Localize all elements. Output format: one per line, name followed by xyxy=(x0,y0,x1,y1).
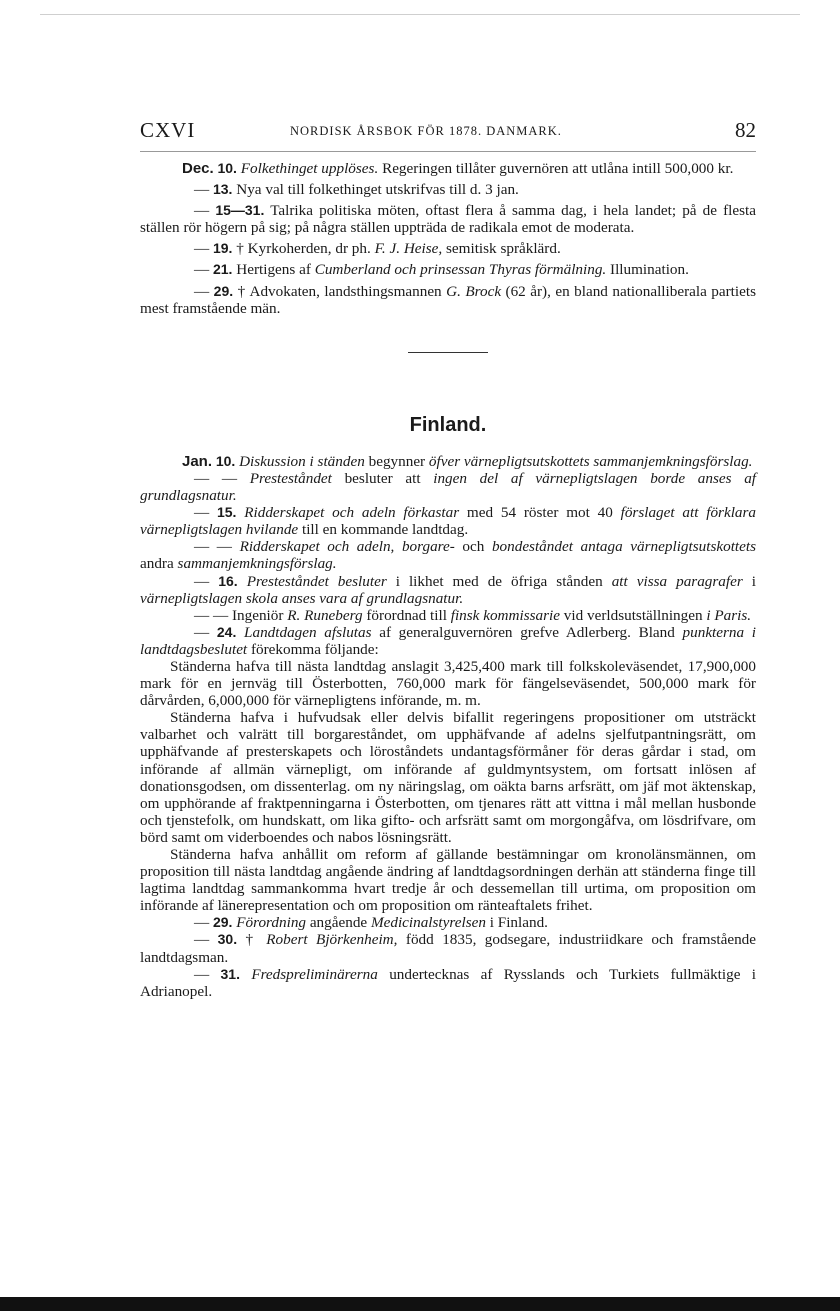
entry-jan-10b: — — Presteståndet besluter att ingen del af värnepligtslagen borde anses af grundlagsnatur. xyxy=(140,469,757,505)
paragraph-propositions: Ständerna hafva i hufvudsak eller delvis bifallit regeringens propositioner om utsträckt valbarhet och valrätt till borgareståndet, om upphäfvande af adelns sjelfutpantningsrätt, om upphäfvande af presterskapets och löroståndets undantagsförmåner för deras gårdar i stad, om införande af allmän värnepligt, om införande af guldmyntsystem, om fortsatt inlösen af donationsgodsen, om dissenterlag. om ny näringslag, om oäkta barns arfsrätt, om jäf mot äktenskap, om upphörande af fraktpenningarna i Österbotten, om tjenares rätt att vittna i mål mellan husbonde och tjenstefolk, om hundskatt, om lika gifto- och arfsrätt samt om morgongåfva, om lösdrifvare, om börd samt om viderboendes och nabos lösningsrätt. xyxy=(140,709,756,846)
entry-jan-16b: — — Ingeniör R. Runeberg förordnad till finsk kommissarie vid verldsutställningen i Paris. xyxy=(194,606,752,624)
entry-dec-15-31: — 15—31. Talrika politiska möten, oftast flera å samma dag, i hela landet; på de flesta ställen rör högern på sig; på några ställen uppträda de radikala emot de moderata. xyxy=(140,202,757,237)
entry-dec-29: — 29. † Advokaten, landsthingsmannen G. Brock (62 år), en bland nationalliberala partiets mest framstående män. xyxy=(140,282,756,317)
entry-jan-31: — 31. Fredspreliminärerna undertecknas af Rysslands och Turkiets fullmäktige i Adrianopel. xyxy=(140,965,756,1000)
entry-dec-19: — 19. † Kyrkoherden, dr ph. F. J. Heise, semitisk språklärd. xyxy=(194,240,561,258)
entry-jan-15: — 15. Ridderskapet och adeln förkastar med 54 röster mot 40 förslaget att förklara värnepligtslagen hvilande till en kommande landtdag. xyxy=(140,504,757,539)
section-title-finland: Finland. xyxy=(409,413,487,436)
section-separator xyxy=(408,352,488,353)
entry-dec-21: — 21. Hertigens af Cumberland och prinsessan Thyras förmälning. Illumination. xyxy=(194,261,689,279)
entry-jan-15b: — — Ridderskapet och adeln, borgare- och bondeståndet antaga värnepligtsutskottets andra sammanjemkningsförslag. xyxy=(140,538,757,573)
paragraph-appropriations: Ständerna hafva till nästa landtdag anslagit 3,425,400 mark till folkskoleväsendet, 17,900,000 mark för en jernväg till Österbotten, 760,000 mark för fängelseväsendet, 500,000 mark för dårvården, 6,000,000 för värnepligtens införande, m. m. xyxy=(140,657,756,710)
entry-jan-30: — 30. † Robert Björkenheim, född 1835, godsegare, industriidkare och framstående landtdagsman. xyxy=(140,931,757,966)
scan-edge-line xyxy=(40,14,800,15)
entry-jan-10: Jan. 10. Diskussion i ständen begynner öfver värnepligtsutskottets sammanjemkningsförslag. xyxy=(182,452,753,470)
entry-dec-13: — 13. Nya val till folkethinget utskrifvas till d. 3 jan. xyxy=(194,181,519,199)
page-number: 82 xyxy=(735,118,756,142)
paragraph-requests: Ständerna hafva anhållit om reform af gällande bestämningar om kronolänsmännen, om proposition till nästa landtdag angående ändring af landtdagsordningen derhän att ständerna finge till lagtima landtdag sammankomma hvart tredje år och dessemellan till urtima, om proposition om införande af länerepresentation och om proposition om ränteaftalets frihet. xyxy=(140,846,756,915)
entry-jan-16: — 16. Presteståndet besluter i likhet med de öfriga stånden att vissa paragrafer i värnepligtslagen skola anses vara af grundlagsnatur. xyxy=(140,572,757,607)
entry-jan-29: — 29. Förordning angående Medicinalstyrelsen i Finland. xyxy=(194,914,548,932)
header-rule xyxy=(140,151,756,152)
entry-dec-10: Dec. 10. Folkethinget upplöses. Regeringen tillåter guvernören att utlåna intill 500,000 kr. xyxy=(182,160,734,177)
running-title: NORDISK ÅRSBOK FÖR 1878. DANMARK. xyxy=(290,124,562,138)
page-content xyxy=(140,160,756,1000)
running-header xyxy=(140,118,756,148)
scan-bottom-edge xyxy=(0,1297,840,1311)
page-roman-numeral: CXVI xyxy=(140,118,196,142)
entry-jan-24: — 24. Landtdagen afslutas af generalguvernören grefve Adlerberg. Bland punkterna i landtdagsbeslutet förekomma följande: xyxy=(140,623,757,658)
